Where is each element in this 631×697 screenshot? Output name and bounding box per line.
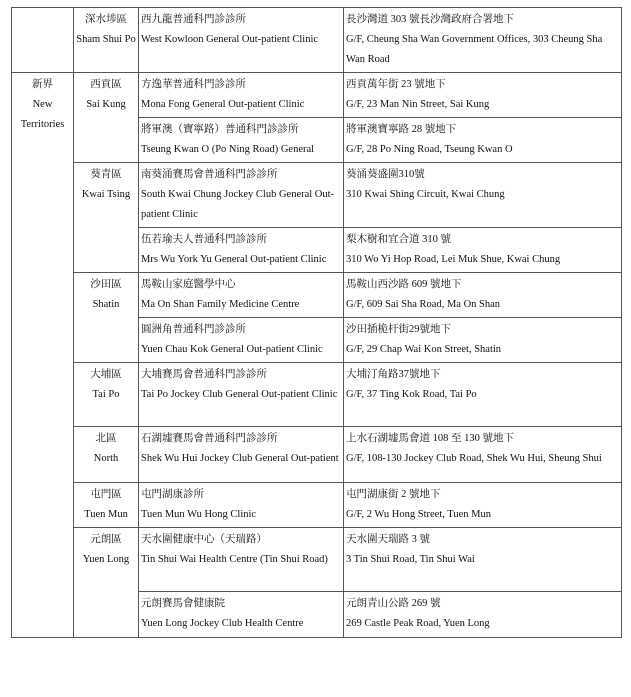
region-name-zh: 新界	[32, 79, 53, 90]
district-cell	[74, 273, 139, 363]
table-row	[12, 528, 622, 592]
address-cell	[344, 592, 622, 638]
clinic-cell	[139, 163, 344, 228]
clinic-name-zh: 天水圍健康中心（天瑞路）	[141, 534, 267, 545]
district-name-en: Sham Shui Po	[76, 34, 136, 45]
address-zh: 長沙灣道 303 號長沙灣政府合署地下	[346, 14, 514, 25]
clinic-name-zh: 大埔賽馬會普通科門診診所	[141, 369, 267, 380]
address-cell	[344, 118, 622, 163]
address-en: G/F, 29 Chap Wai Kon Street, Shatin	[346, 344, 502, 355]
clinic-cell	[139, 273, 344, 318]
table-row	[12, 427, 622, 483]
district-cell	[74, 483, 139, 528]
district-name-zh: 元朗區	[90, 534, 122, 545]
address-cell	[344, 73, 622, 118]
address-en: G/F, 23 Man Nin Street, Sai Kung	[346, 99, 490, 110]
clinic-cell	[139, 483, 344, 528]
district-name-en: North	[93, 453, 119, 464]
address-cell	[344, 228, 622, 273]
district-name-zh: 西貢區	[90, 79, 122, 90]
address-zh: 大埔汀角路37號地下	[346, 369, 441, 380]
clinic-name-en: Mrs Wu York Yu General Out-patient Clinic	[141, 254, 327, 265]
address-en: G/F, 2 Wu Hong Street, Tuen Mun	[346, 509, 491, 520]
address-cell	[344, 273, 622, 318]
address-zh: 葵涌葵盛圍310號	[346, 169, 425, 180]
district-cell	[74, 363, 139, 427]
clinic-cell	[139, 318, 344, 363]
district-name-en: Yuen Long	[82, 554, 130, 565]
clinic-cell	[139, 118, 344, 163]
clinic-name-en: Yuen Chau Kok General Out-patient Clinic	[141, 344, 323, 355]
clinic-name-en: Ma On Shan Family Medicine Centre	[141, 299, 300, 310]
address-zh: 屯門湖康街 2 號地下	[346, 489, 441, 500]
district-name-en: Tuen Mun	[84, 509, 128, 520]
clinic-cell	[139, 8, 344, 73]
district-cell	[74, 8, 139, 73]
clinic-cell	[139, 427, 344, 483]
region-cell-empty	[12, 8, 74, 73]
table-row	[12, 8, 622, 73]
district-name-en: Sai Kung	[86, 99, 126, 110]
clinic-name-zh: 圓洲角普通科門診診所	[141, 324, 246, 335]
district-name-zh: 大埔區	[90, 369, 122, 380]
address-en: 310 Kwai Shing Circuit, Kwai Chung	[346, 189, 505, 200]
clinic-cell	[139, 363, 344, 427]
clinic-name-en: Yuen Long Jockey Club Health Centre	[141, 618, 304, 629]
district-name-en: Shatin	[92, 299, 120, 310]
address-zh: 西貢萬年街 23 號地下	[346, 79, 446, 90]
address-cell	[344, 427, 622, 483]
clinic-name-zh: 方逸華普通科門診診所	[141, 79, 246, 90]
address-en: G/F, 108-130 Jockey Club Road, Shek Wu Hui, Sheung Shui	[346, 453, 602, 464]
address-en: 3 Tin Shui Road, Tin Shui Wai	[346, 554, 475, 565]
address-cell	[344, 363, 622, 427]
address-zh: 天水圍天瑞路 3 號	[346, 534, 430, 545]
district-cell	[74, 528, 139, 638]
clinic-name-en: Tseung Kwan O (Po Ning Road) General	[141, 144, 315, 155]
table-row	[12, 363, 622, 427]
region-name-en-line2: Territories	[20, 119, 65, 130]
table-row	[12, 163, 622, 228]
clinic-table	[11, 7, 622, 638]
clinic-name-zh: 南葵涌賽馬會普通科門診診所	[141, 169, 278, 180]
clinic-cell	[139, 592, 344, 638]
clinic-name-en: West Kowloon General Out-patient Clinic	[141, 34, 319, 45]
address-zh: 元朗青山公路 269 號	[346, 598, 441, 609]
clinic-name-zh: 馬鞍山家庭醫學中心	[141, 279, 236, 290]
clinic-name-zh: 石湖墟賽馬會普通科門診診所	[141, 433, 278, 444]
address-en: 269 Castle Peak Road, Yuen Long	[346, 618, 490, 629]
address-cell	[344, 528, 622, 592]
clinic-name-en: Tuen Mun Wu Hong Clinic	[141, 509, 257, 520]
district-cell	[74, 427, 139, 483]
address-en: G/F, 609 Sai Sha Road, Ma On Shan	[346, 299, 501, 310]
address-en: G/F, Cheung Sha Wan Government Offices, 303 Cheung Sha Wan Road	[346, 34, 603, 65]
clinic-cell	[139, 228, 344, 273]
clinic-name-zh: 元朗賽馬會健康院	[141, 598, 225, 609]
clinic-name-zh: 伍若瑜夫人普通科門診診所	[141, 234, 267, 245]
clinic-name-en: Mona Fong General Out-patient Clinic	[141, 99, 305, 110]
district-name-zh: 屯門區	[90, 489, 122, 500]
address-en: G/F, 37 Ting Kok Road, Tai Po	[346, 389, 477, 400]
region-cell	[12, 73, 74, 638]
district-name-zh: 葵青區	[90, 169, 122, 180]
address-cell	[344, 8, 622, 73]
clinic-name-zh: 屯門湖康診所	[141, 489, 204, 500]
clinic-name-en: Tai Po Jockey Club General Out-patient Clinic	[141, 389, 338, 400]
clinic-name-zh: 將軍澳（寶寧路）普通科門診診所	[141, 124, 299, 135]
address-zh: 馬鞍山西沙路 609 號地下	[346, 279, 462, 290]
clinic-name-zh: 西九龍普通科門診診所	[141, 14, 246, 25]
address-cell	[344, 163, 622, 228]
table-row	[12, 483, 622, 528]
clinic-name-en: Tin Shui Wai Health Centre (Tin Shui Road)	[141, 554, 328, 565]
address-zh: 沙田插桅杆街29號地下	[346, 324, 451, 335]
clinic-cell	[139, 73, 344, 118]
district-name-en: Kwai Tsing	[81, 189, 131, 200]
address-en: G/F, 28 Po Ning Road, Tseung Kwan O	[346, 144, 513, 155]
address-zh: 梨木樹和宜合道 310 號	[346, 234, 451, 245]
table-row	[12, 73, 622, 118]
clinic-name-en: Shek Wu Hui Jockey Club General Out-patient	[141, 453, 339, 464]
clinic-name-en: South Kwai Chung Jockey Club General Out-patient Clinic	[141, 189, 335, 220]
address-cell	[344, 483, 622, 528]
district-name-zh: 深水埗區	[85, 14, 127, 25]
clinic-cell	[139, 528, 344, 592]
district-name-zh: 沙田區	[90, 279, 122, 290]
district-cell	[74, 73, 139, 163]
address-zh: 上水石湖墟馬會道 108 至 130 號地下	[346, 433, 514, 444]
district-cell	[74, 163, 139, 273]
district-name-en: Tai Po	[92, 389, 120, 400]
district-name-zh: 北區	[95, 433, 117, 444]
address-en: 310 Wo Yi Hop Road, Lei Muk Shue, Kwai Chung	[346, 254, 561, 265]
address-zh: 將軍澳寶寧路 28 號地下	[346, 124, 457, 135]
table-row	[12, 273, 622, 318]
address-cell	[344, 318, 622, 363]
region-name-en-line1: New	[32, 99, 53, 110]
